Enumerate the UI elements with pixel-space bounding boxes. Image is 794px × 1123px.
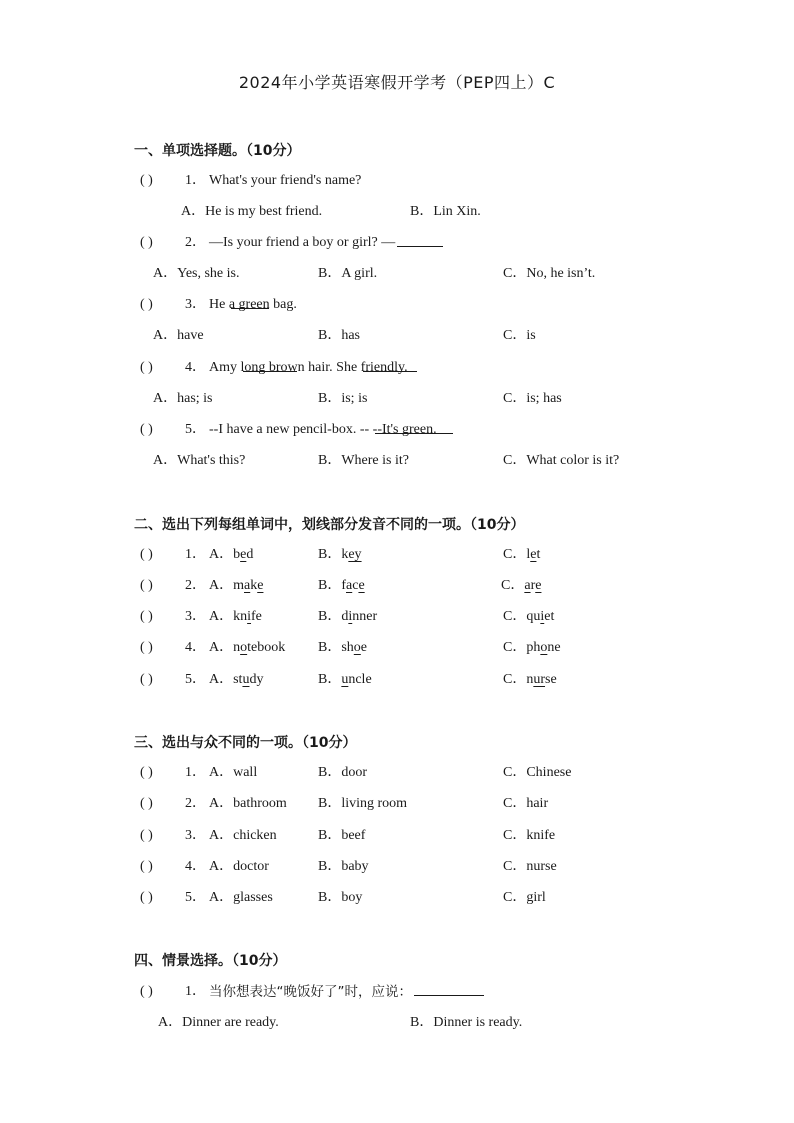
option-a: A．make bbox=[209, 578, 264, 593]
option-a: A．chicken bbox=[209, 828, 277, 843]
question-stem: --It's green. bbox=[372, 422, 437, 437]
answer-paren[interactable]: ( ) bbox=[140, 765, 153, 780]
answer-blank[interactable] bbox=[363, 357, 417, 372]
answer-paren[interactable]: ( ) bbox=[140, 578, 153, 593]
answer-paren[interactable]: ( ) bbox=[140, 672, 153, 687]
underlined-sound: o bbox=[240, 640, 248, 655]
underlined-sound: ey bbox=[348, 547, 362, 562]
underlined-sound: e bbox=[358, 578, 365, 593]
question-number: 2． bbox=[185, 796, 206, 811]
section-3-heading: 三、选出与众不同的一项。（10分） bbox=[134, 735, 357, 751]
option-b: B．A girl. bbox=[318, 266, 378, 281]
question-number: 1． bbox=[185, 547, 206, 562]
option-c: C．phone bbox=[503, 640, 561, 655]
page-title: 2024年小学英语寒假开学考（PEP四上）C bbox=[238, 73, 556, 92]
option-c: C．No, he isn’t. bbox=[503, 266, 596, 281]
option-a: A．bathroom bbox=[209, 796, 287, 811]
option-a: A．Dinner are ready. bbox=[158, 1015, 279, 1030]
option-a: A．What's this? bbox=[153, 453, 246, 468]
option-b: B．living room bbox=[318, 796, 408, 811]
s1-options-3 bbox=[0, 325, 794, 347]
s2-row-4 bbox=[0, 637, 794, 659]
option-a: A．have bbox=[153, 328, 204, 343]
question-number: 5． bbox=[185, 672, 206, 687]
answer-blank[interactable] bbox=[414, 981, 484, 996]
question-stem: 当你想表达“晚饭好了”时，应说： bbox=[209, 984, 412, 1000]
option-c: C．nurse bbox=[503, 672, 557, 687]
answer-paren[interactable]: ( ) bbox=[140, 173, 153, 188]
question-number: 3． bbox=[185, 609, 206, 624]
option-a: A．He is my best friend. bbox=[181, 204, 323, 219]
underlined-sound: a bbox=[346, 578, 353, 593]
question-stem: He bbox=[209, 297, 226, 312]
answer-paren[interactable]: ( ) bbox=[140, 640, 153, 655]
option-b: B．Lin Xin. bbox=[410, 204, 481, 219]
s1-question-3 bbox=[0, 294, 794, 316]
option-c: C．knife bbox=[503, 828, 556, 843]
question-stem: Amy bbox=[209, 360, 237, 375]
s1-question-4 bbox=[0, 357, 794, 379]
option-b: B．key bbox=[318, 547, 362, 562]
option-c: C．are bbox=[501, 578, 542, 593]
section-1-heading: 一、单项选择题。（10分） bbox=[134, 143, 301, 159]
question-stem: What's your friend's name? bbox=[209, 173, 362, 188]
answer-paren[interactable]: ( ) bbox=[140, 609, 153, 624]
s1-options-1 bbox=[0, 201, 794, 223]
underlined-sound: e bbox=[535, 578, 542, 593]
option-b: B．is; is bbox=[318, 391, 368, 406]
option-c: C．nurse bbox=[503, 859, 557, 874]
option-c: C．is bbox=[503, 328, 536, 343]
s4-question-1 bbox=[0, 981, 794, 1003]
question-number: 5． bbox=[185, 422, 206, 437]
option-b: B．baby bbox=[318, 859, 369, 874]
option-a: A．study bbox=[209, 672, 264, 687]
question-number: 1． bbox=[185, 984, 206, 999]
question-stem: —Is your friend a boy or girl? — bbox=[209, 235, 396, 250]
answer-blank[interactable] bbox=[375, 419, 453, 434]
s1-options-5 bbox=[0, 450, 794, 472]
question-number: 4． bbox=[185, 640, 206, 655]
option-c: C．hair bbox=[503, 796, 549, 811]
answer-blank[interactable] bbox=[231, 294, 269, 309]
option-c: C．Chinese bbox=[503, 765, 572, 780]
option-b: B．shoe bbox=[318, 640, 368, 655]
option-a: A．has; is bbox=[153, 391, 213, 406]
option-b: B．has bbox=[318, 328, 360, 343]
underlined-sound: e bbox=[257, 578, 264, 593]
option-b: B．boy bbox=[318, 890, 363, 905]
question-number: 2． bbox=[185, 578, 206, 593]
answer-paren[interactable]: ( ) bbox=[140, 422, 153, 437]
question-number: 4． bbox=[185, 360, 206, 375]
s1-options-2 bbox=[0, 263, 794, 285]
answer-paren[interactable]: ( ) bbox=[140, 859, 153, 874]
question-number: 5． bbox=[185, 890, 206, 905]
question-number: 3． bbox=[185, 297, 206, 312]
answer-paren[interactable]: ( ) bbox=[140, 235, 153, 250]
s2-row-1 bbox=[0, 544, 794, 566]
option-b: B．Dinner is ready. bbox=[410, 1015, 523, 1030]
answer-paren[interactable]: ( ) bbox=[140, 890, 153, 905]
s1-options-4 bbox=[0, 388, 794, 410]
section-2-heading: 二、选出下列每组单词中，划线部分发音不同的一项。（10分） bbox=[134, 517, 525, 533]
s2-row-5 bbox=[0, 669, 794, 691]
s3-row-2 bbox=[0, 793, 794, 815]
option-a: A．notebook bbox=[209, 640, 286, 655]
underlined-sound: a bbox=[244, 578, 251, 593]
option-c: C．girl bbox=[503, 890, 546, 905]
option-c: C．let bbox=[503, 547, 541, 562]
underlined-sound: u bbox=[341, 672, 349, 687]
answer-paren[interactable]: ( ) bbox=[140, 984, 153, 999]
option-a: A．bed bbox=[209, 547, 254, 562]
option-a: A．Yes, she is. bbox=[153, 266, 240, 281]
question-number: 3． bbox=[185, 828, 206, 843]
underlined-sound: i bbox=[247, 609, 252, 624]
s3-row-5 bbox=[0, 887, 794, 909]
answer-paren[interactable]: ( ) bbox=[140, 796, 153, 811]
question-stem: long brown hair. She bbox=[240, 360, 358, 375]
s4-options-1 bbox=[0, 1012, 794, 1034]
underlined-sound: a bbox=[524, 578, 531, 593]
question-number: 4． bbox=[185, 859, 206, 874]
s1-question-1 bbox=[0, 170, 794, 192]
option-c: C．quiet bbox=[503, 609, 555, 624]
section-4-heading: 四、情景选择。（10分） bbox=[134, 953, 287, 969]
underlined-sound: e bbox=[530, 547, 537, 562]
question-number: 2． bbox=[185, 235, 206, 250]
underlined-sound: i bbox=[348, 609, 353, 624]
underlined-sound: o bbox=[540, 640, 548, 655]
option-b: B．beef bbox=[318, 828, 366, 843]
underlined-sound: e bbox=[240, 547, 247, 562]
option-c: C．What color is it? bbox=[503, 453, 620, 468]
question-stem: --I have a new pencil-box. -- bbox=[209, 422, 370, 437]
answer-paren[interactable]: ( ) bbox=[140, 360, 153, 375]
option-c: C．is; has bbox=[503, 391, 562, 406]
underlined-sound: u bbox=[242, 672, 250, 687]
s2-row-2 bbox=[0, 575, 794, 597]
option-a: A．doctor bbox=[209, 859, 269, 874]
s2-row-3 bbox=[0, 606, 794, 628]
answer-paren[interactable]: ( ) bbox=[140, 828, 153, 843]
answer-blank[interactable] bbox=[243, 357, 297, 372]
option-a: A．glasses bbox=[209, 890, 273, 905]
question-stem: a green bag. bbox=[228, 297, 297, 312]
option-b: B．door bbox=[318, 765, 367, 780]
option-b: B．uncle bbox=[318, 672, 372, 687]
answer-paren[interactable]: ( ) bbox=[140, 297, 153, 312]
underlined-sound: o bbox=[353, 640, 361, 655]
s1-question-2 bbox=[0, 232, 794, 254]
s3-row-1 bbox=[0, 762, 794, 784]
option-b: B．dinner bbox=[318, 609, 378, 624]
question-number: 1． bbox=[185, 765, 206, 780]
s1-question-5 bbox=[0, 419, 794, 441]
question-number: 1． bbox=[185, 173, 206, 188]
option-a: A．wall bbox=[209, 765, 258, 780]
s3-row-3 bbox=[0, 825, 794, 847]
question-stem: friendly. bbox=[360, 360, 408, 375]
underlined-sound: i bbox=[540, 609, 545, 624]
option-b: B．Where is it? bbox=[318, 453, 409, 468]
option-a: A．knife bbox=[209, 609, 262, 624]
underlined-sound: ur bbox=[533, 672, 546, 687]
answer-blank[interactable] bbox=[397, 232, 443, 247]
s3-row-4 bbox=[0, 856, 794, 878]
option-b: B．face bbox=[318, 578, 365, 593]
answer-paren[interactable]: ( ) bbox=[140, 547, 153, 562]
